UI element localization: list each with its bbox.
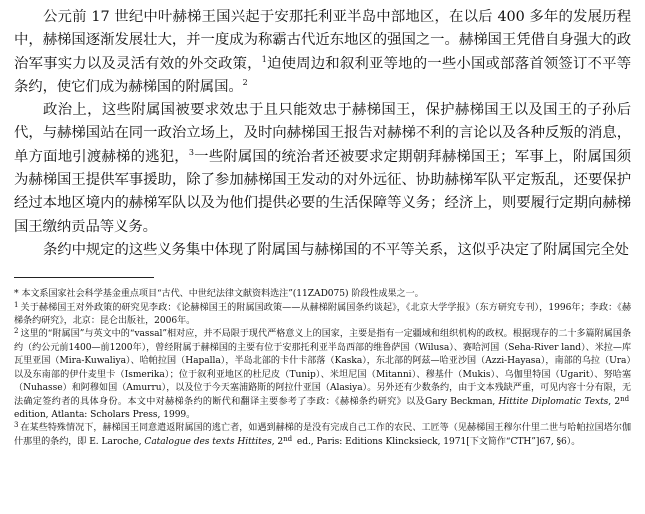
footnote-text: 本文系国家社会科学基金重点项目“古代、中世纪法律文献资料选注”(11ZAD075) 阶段性成果之一。: [18, 289, 424, 300]
body-text: [14, 6, 631, 262]
paragraph-text: 条约中规定的这些义务集中体现了附属国与赫梯国的不平等关系，这似乎决定了附属国完全处: [43, 241, 629, 258]
paragraph-text: 政治上，这些附属国被要求效忠于且只能效忠于赫梯国王，保护赫梯国王以及国王的子孙后代，与赫梯国站在同一政治立场上，及时向赫梯国王报告对赫梯不利的言论以及各种反叛的消息，单方面地引渡赫梯的逃犯，: [14, 102, 631, 165]
footnote-mark: 1: [14, 300, 19, 309]
citation-title: Catalogue des texts Hittites: [144, 436, 272, 447]
footnote-text: 关于赫梯国王对外政策的研究见李政：《论赫梯国王的附属国政策——从赫梯附属国条约谈起》，《北京大学学报》（东方研究专刊），1996年；李政：《赫梯条约研究》，北京：昆仑出版社，2006年。: [14, 302, 631, 327]
paragraph-1: [14, 6, 631, 99]
footnote-star: [14, 288, 631, 301]
paragraph-2: [14, 99, 631, 239]
footnote-3: [14, 422, 631, 449]
footnote-text: edition, Atlanta: Scholars Press, 1999。: [14, 409, 196, 420]
ordinal-suffix: nd: [620, 394, 630, 403]
footnote-text: ed., Paris: Editions Klincksieck, 1971[下文简作“CTH”]67, §6）。: [294, 436, 581, 447]
footnote-mark: 3: [14, 421, 19, 430]
footnote-divider: [14, 277, 154, 278]
footnote-mark: *: [14, 289, 19, 300]
footnote-ref: 3: [188, 147, 194, 157]
ordinal-suffix: nd: [283, 434, 293, 443]
citation-title: Hittite Diplomatic Texts: [498, 396, 609, 407]
paragraph-3: [14, 239, 631, 262]
footnote-ref: 2: [242, 77, 248, 87]
footnote-1: [14, 302, 631, 329]
footnote-text: 这里的“附属国”与英文中的“vassal”相对应，并不局限于现代严格意义上的国家，主要是指有一定疆域和组织机构的政权。根据现存的二十多篇附属国条约（约公元前1400—前1200年），曾经附属于赫梯国的主要有位于安那托利亚半岛西部的维鲁萨国（Wilusa）、赛哈河国（Seha-River land）、米拉—库瓦里亚国（Mira-Kuwaliya）、哈帕拉国（Hapalla），半岛北部的卡什卡部落（Kaska），东北部的阿兹—哈亚沙国（Azzi-Hayasa），南部的乌拉（Ura）以及东南部的伊什麦里卡（Ismerika）；位于叙利亚地区的杜尼皮（Tunip）、米坦尼国（Mitanni）、穆基什（Mukis）、乌伽里特国（Ugarit）、努哈塞（Nuhasse）和阿穆如国（Amurru），以及位于今天塞浦路斯的阿拉什亚国（Alasiya）。另外还有少数条约，由于文本残缺严重，可见内容十分有限，无法确定签约者的具体身份。本文中对赫梯条约的断代和翻译主要参考了李政：《赫梯条约研究》以及Gary Beckman,: [14, 329, 631, 407]
footnote-text: 在某些特殊情况下，赫梯国王同意遣返附属国的逃亡者，如遇到赫梯的是没有完成自己工作的农民、工匠等（见赫梯国王穆尔什里二世与哈帕拉国塔尔伽什那里的条约，即 E. Laroche,: [14, 423, 631, 447]
footnote-text: , 2: [608, 396, 621, 407]
footnote-2: [14, 328, 631, 422]
footnote-text: , 2: [271, 436, 284, 447]
footnotes: [14, 288, 631, 449]
paragraph-text: 一些附属国的统治者还被要求定期朝拜赫梯国王；军事上，附属国须为赫梯国王提供军事援助，除了参加赫梯国王发动的对外远征、协助赫梯军队平定叛乱，还要保护经过本地区境内的赫梯军队以及为他们提供必要的生活保障等义务；经济上，则要履行定期向赫梯国王缴纳贡品等义务。: [14, 148, 631, 235]
paragraph-text: 公元前 17 世纪中叶赫梯王国兴起于安那托利亚半岛中部地区，在以后 400 多年的发展历程中，赫梯国逐渐发展壮大，并一度成为称霸古代近东地区的强国之一。赫梯国王凭借自身强大的政治军事实力以及灵活有效的外交政策，: [14, 9, 631, 72]
footnote-ref: 1: [261, 54, 267, 64]
paragraph-text: 迫使周边和叙利亚等地的一些小国或部落首领签订不平等条约，使它们成为赫梯国的附属国。: [14, 55, 631, 95]
footnote-mark: 2: [14, 327, 19, 336]
